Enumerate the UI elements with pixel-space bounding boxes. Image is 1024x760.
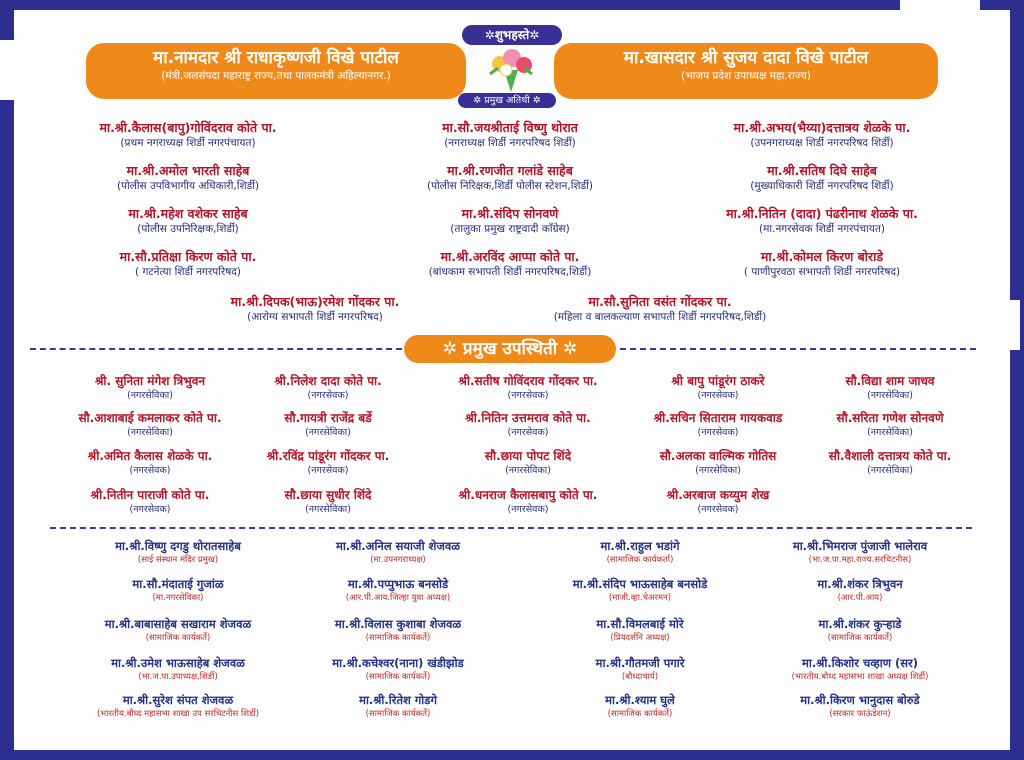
guest-entry — [28, 206, 348, 236]
attendee-entry-name: श्री.रविंद्र पांडूरंग गोंदकर पा. — [266, 449, 390, 463]
attendee-entry-role: (नगरसेवक) — [697, 504, 739, 515]
other-entry-role: (सामाजिक कार्यकर्ते) — [827, 633, 893, 643]
torn-edge — [900, 0, 980, 14]
attendee-entry-name: श्री.नितिन उत्तमराव कोते पा. — [465, 411, 591, 425]
attendee-entry-role: (नगरसेवक) — [697, 390, 739, 401]
guest-entry — [28, 163, 348, 193]
attendee-entry-role: (नगरसेविका) — [127, 427, 173, 438]
other-entry-name: मा.श्री.गौतमजी पगारे — [595, 656, 685, 670]
attendee-entry-role: (नगरसेविका) — [867, 427, 913, 438]
guest-entry-role: (मुख्याधिकारी शिर्डी नगरपरिषद शिर्डी) — [750, 180, 894, 192]
attendee-entry-name: सौ.सरिता गणेश सोनवणे — [836, 411, 944, 425]
guest-entry — [662, 249, 982, 279]
attendee-entry-name: सौ.गायत्री राजेंद्र बर्डे — [284, 411, 372, 425]
pramukh-upasthiti-title: ✲ प्रमुख उपस्थिती ✲ — [404, 335, 616, 363]
other-entry-role: (माजी.व्हा.चेअरमन) — [608, 593, 672, 603]
attendee-entry-name: सौ.विद्या शाम जाधव — [845, 374, 935, 388]
other-entry — [700, 576, 1020, 604]
guest-entry-name: मा.सौ.जयश्रीताई विष्णु थोरात — [442, 120, 578, 135]
guest-entry-role: ( पाणीपुरवठा सभापती शिर्डी नगरपरिषद) — [743, 266, 901, 278]
divider — [50, 527, 972, 529]
attendee-entry-name: श्री.अरबाज कय्युम शेख — [666, 488, 770, 502]
attendee-entry — [730, 448, 1024, 478]
guest-entry-role: (मा.नगरसेवक शिर्डी नगरपंचायत) — [759, 223, 885, 235]
chief-guest-left — [86, 43, 466, 99]
guest-entry-role: ( गटनेत्या शिर्डी नगरपरिषद) — [135, 266, 241, 278]
guest-entry-name: मा.श्री.कोमल किरण बोराडे — [760, 249, 884, 264]
attendee-entry-role: (नगरसेवक) — [507, 427, 549, 438]
attendee-entry — [730, 373, 1024, 403]
attendee-entry — [730, 410, 1024, 440]
other-entry-role: (सामाजिक कार्यकर्ते) — [365, 709, 431, 719]
guest-entry-name: मा.श्री.अभय(भैय्या)दत्तात्रय शेळके पा. — [733, 120, 911, 135]
other-entry-role: (प्रियदर्शनि अध्यक्ष) — [610, 633, 670, 643]
flower-bouquet-icon — [476, 48, 546, 92]
other-entry-name: मा.श्री.रितेश गोडगे — [359, 693, 437, 707]
attendee-entry-role: (नगरसेविका) — [127, 390, 173, 401]
attendee-entry-name: श्री.सचिन सिताराम गायकवाड — [653, 411, 783, 425]
guest-entry-name: मा.सौ.सुनिता वसंत गोंदकर पा. — [588, 294, 732, 309]
guest-entry-name: मा.श्री.दिपक(भाऊ)रमेश गोंदकर पा. — [230, 294, 400, 309]
other-entry-name: मा.श्री.किशोर चव्हाण (सर) — [801, 656, 919, 670]
other-entry-role: (सामाजिक कार्यकर्ते) — [607, 709, 673, 719]
other-entry-name: मा.श्री.श्याम घुले — [605, 693, 675, 707]
other-entry-name: मा.श्री.विलास कुशाबा शेजवळ — [334, 617, 462, 631]
guest-entry — [350, 249, 670, 279]
attendee-entry-role: (नगरसेविका) — [305, 504, 351, 515]
attendee-entry-role: (नगरसेवक) — [129, 465, 171, 476]
guest-entry — [28, 249, 348, 279]
other-entry-role: (भारतीय.बौध्द महासभा शाखा अध्यक्ष शिर्डी) — [791, 672, 929, 682]
guest-entry — [350, 206, 670, 236]
other-entry-name: मा.श्री.बाबासाहेब सखाराम शेजवळ — [104, 617, 252, 631]
guest-entry-role: (नगराध्यक्ष शिर्डी नगरपरिषद शिर्डी) — [444, 137, 576, 149]
guest-entry — [662, 163, 982, 193]
other-entry-role: (मा.नगरसेविका) — [152, 593, 204, 603]
guest-entry — [500, 294, 820, 324]
torn-edge — [0, 40, 22, 100]
other-entry — [700, 538, 1020, 566]
attendee-entry-role: (नगरसेविका) — [695, 465, 741, 476]
guest-entry — [28, 120, 348, 150]
other-entry-name: मा.श्री.शंकर कुऱ्हाडे — [818, 617, 902, 631]
attendee-entry-name: श्री.धनराज कैलासबापु कोते पा. — [458, 488, 598, 502]
divider — [620, 348, 976, 350]
other-entry-name: मा.श्री.अनिल सयाजी शेजवळ — [335, 539, 461, 553]
attendee-entry-name: श्री.नितीन पाराजी कोते पा. — [90, 488, 210, 502]
attendee-entry-name: श्री.अमित कैलास शेळके पा. — [87, 449, 213, 463]
other-entry-name: मा.श्री.उमेश भाऊसाहेब शेजवळ — [111, 656, 245, 670]
chief-guest-left-name: मा.नामदार श्री राधाकृष्णजी विखे पाटील — [153, 48, 399, 68]
other-entry-role: (भारतीय.बौध्द महासभा शाखा उप सरचिटनीस शिर्डी) — [96, 709, 260, 719]
other-entry — [700, 692, 1020, 720]
other-entry-name: मा.श्री.सुरेश संपत शेजवळ — [122, 693, 234, 707]
attendee-entry-name: सौ.अलका वाल्मिक गोतिस — [659, 449, 777, 463]
other-entry-role: (बौध्दाचार्य) — [621, 672, 659, 682]
other-entry-name: मा.श्री.कचेश्वर(नाना) खंडीझोड — [332, 656, 464, 670]
guest-entry-name: मा.श्री.नितिन (दादा) पंढरीनाथ शेळके पा. — [726, 206, 918, 221]
shubhhaste-badge: ✲शुभहस्ते✲ — [462, 25, 562, 45]
attendee-entry-role: (नगरसेवक) — [307, 390, 349, 401]
guest-entry-name: मा.श्री.महेश वशेकर साहेब — [128, 206, 248, 221]
attendee-entry-name: श्री बापु पांडूरंग ठाकरे — [671, 374, 765, 388]
guest-entry-name: मा.श्री.रणजीत गलांडे साहेब — [447, 163, 573, 178]
attendee-entry-role: (नगरसेविका) — [867, 390, 913, 401]
other-entry-role: (आर.पी.आय) — [837, 593, 883, 603]
guest-entry-name: मा.श्री.संदिप सोनवणे — [461, 206, 559, 221]
guest-entry — [155, 294, 475, 324]
chief-guest-right-name: मा.खासदार श्री सुजय दादा विखे पाटील — [623, 48, 869, 68]
guest-entry-name: मा.श्री.कैलास(बापु)गोविंदराव कोते पा. — [99, 120, 277, 135]
attendee-entry-name: सौ.वैशाली दत्तात्रय कोते पा. — [828, 449, 952, 463]
other-entry-name: मा.श्री.शंकर त्रिभुवन — [817, 577, 903, 591]
attendee-entry-role: (नगरसेविका) — [867, 465, 913, 476]
other-entry-role: (सामाजिक कार्यकर्ते) — [365, 633, 431, 643]
chief-guest-left-title: (मंत्री,जलसंपदा महाराष्ट्र राज्य,तथा पालकमंत्री अहिल्यानगर.) — [161, 70, 391, 82]
guest-entry-role: (उपनगराध्यक्ष शिर्डी नगरपरिषद शिर्डी) — [750, 137, 894, 149]
other-entry-name: मा.सौ.विमलबाई मोरे — [596, 617, 684, 631]
attendee-entry-role: (नगरसेविका) — [505, 465, 551, 476]
guest-entry — [662, 206, 982, 236]
attendee-entry-role: (नगरसेवक) — [697, 427, 739, 438]
attendee-entry-role: (नगरसेवक) — [507, 504, 549, 515]
guest-entry-role: (पोलीस उपविभागीय अधिकारी,शिर्डी) — [116, 180, 260, 192]
guest-entry-role: (तालुका प्रमुख राष्ट्रवादी काँग्रेस) — [450, 223, 570, 235]
guest-entry-role: (प्रथम नगराध्यक्ष शिर्डी नगरपंचायत) — [120, 137, 256, 149]
attendee-entry-name: श्री.सतीष गोविंदराव गोंदकर पा. — [458, 374, 598, 388]
chief-guest-right-title: (भाजप प्रदेश उपाध्यक्ष महा.राज्य) — [681, 70, 811, 82]
attendee-entry-name: सौ.छाया सुधीर शिंदे — [284, 488, 372, 502]
chief-guest-right — [554, 43, 938, 99]
other-entry-role: (सामाजिक कार्यकर्ते) — [365, 672, 431, 682]
other-entry-role: (सामाजिक कार्यकर्ते) — [145, 633, 211, 643]
divider — [30, 348, 402, 350]
attendee-entry-name: श्री. सुनिता मंगेश त्रिभुवन — [94, 374, 206, 388]
guest-entry — [662, 120, 982, 150]
other-entry — [700, 616, 1020, 644]
other-entry-name: मा.श्री.संदिप भाऊसाहेब बनसोडे — [572, 577, 708, 591]
other-entry-role: (सामाजिक कार्यकर्ता) — [606, 555, 674, 565]
guest-entry-name: मा.श्री.अमोल भारती साहेब — [126, 163, 250, 178]
other-entry-role: (भा.ज.पा.उपाध्यक्ष,शिर्डी) — [138, 672, 218, 682]
guest-entry-role: (पोलीस उपनिरिक्षक,शिर्डी) — [137, 223, 239, 235]
other-entry-name: मा.श्री.पप्पुभाऊ बनसोडे — [347, 577, 449, 591]
guest-entry-role: (बांधकाम सभापती शिर्डी नगरपरिषद,शिर्डी) — [428, 266, 592, 278]
guest-entry-role: (आरोग्य सभापती शिर्डी नगरपरिषद) — [247, 311, 383, 323]
attendee-entry-role: (नगरसेविका) — [305, 427, 351, 438]
other-entry-name: मा.श्री.किरण भानुदास बोरुडे — [800, 693, 920, 707]
guest-entry-name: मा.सौ.प्रतिक्षा किरण कोते पा. — [119, 249, 257, 264]
other-entry-role: (साई संस्थान मंदिर प्रमुख) — [137, 555, 219, 565]
guest-entry — [350, 163, 670, 193]
other-entry-name: मा.श्री.विष्णु दगडु थोरातसाहेब — [115, 539, 241, 553]
attendee-entry-name: सौ.छाया पोपट शिंदे — [484, 449, 572, 463]
attendee-entry-role: (नगरसेवक) — [307, 465, 349, 476]
attendee-entry-role: (नगरसेवक) — [129, 504, 171, 515]
other-entry-role: (सरकार फाऊंडेशन) — [829, 709, 891, 719]
guest-entry-name: मा.श्री.अरविंद आप्पा कोते पा. — [440, 249, 580, 264]
other-entry-name: मा.श्री.राहुल भडांगे — [600, 539, 680, 553]
guest-entry — [350, 120, 670, 150]
attendee-entry-name: सौ.आशाबाई कमलाकर कोते पा. — [78, 411, 222, 425]
guest-entry-role: (महिला व बालकल्याण सभापती शिर्डी नगरपरिषद,शिर्डी) — [553, 311, 767, 323]
attendee-entry-role: (नगरसेवक) — [507, 390, 549, 401]
attendee-entry — [558, 487, 878, 517]
other-entry-role: (मा.उपनगराध्यक्ष) — [370, 555, 426, 565]
other-entry-role: (भा.ज.पा.महा.राज्य.सरचिटनीस) — [808, 555, 912, 565]
other-entry-name: मा.सौ.मंदाताई गुजांळ — [132, 577, 224, 591]
torn-edge — [980, 300, 1020, 350]
guest-entry-name: मा.श्री.सतिष दिघे साहेब — [767, 163, 877, 178]
other-entry-name: मा.श्री.भिमराज पुंजाजी भालेराव — [792, 539, 928, 553]
guest-entry-role: (पोलीस निरिक्षक,शिर्डी पोलीस स्टेशन,शिर्डी) — [426, 180, 593, 192]
other-entry-role: (आर.पी.आय.जिल्हा युवा अध्यक्ष) — [345, 593, 451, 603]
attendee-entry-name: श्री.निलेश दादा कोते पा. — [274, 374, 382, 388]
pramukh-atithi-badge: ✲ प्रमुख अतिथी ✲ — [458, 93, 556, 108]
other-entry — [700, 655, 1020, 683]
